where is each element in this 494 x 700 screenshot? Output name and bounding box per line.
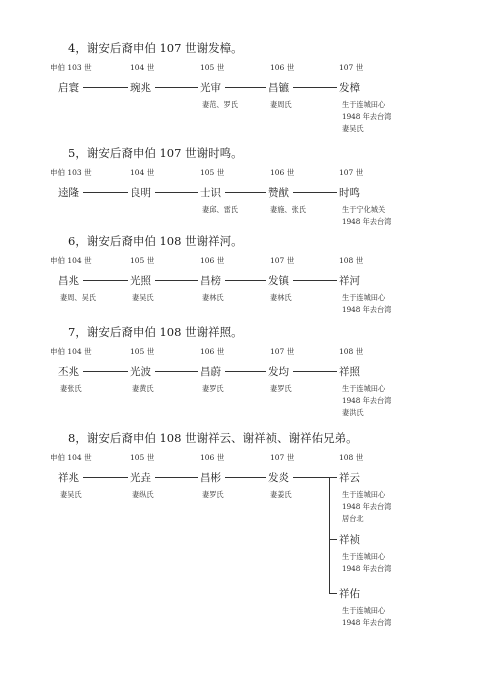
lineage-line — [293, 477, 329, 478]
person-name: 祥兆 — [58, 472, 79, 484]
person-name: 祥照 — [339, 366, 360, 378]
person-name: 祥河 — [339, 275, 360, 287]
person-name: 士识 — [200, 187, 221, 199]
generation-label: 106 世 — [200, 347, 225, 356]
section-title: 5，谢安后裔申伯 107 世谢时鸣。 — [68, 146, 243, 160]
person-note: 妻林氏 — [202, 293, 224, 302]
person-note: 妻林氏 — [270, 293, 292, 302]
generation-label: 申伯 104 世 — [50, 347, 92, 356]
generation-label: 105 世 — [200, 63, 225, 72]
generation-label: 107 世 — [339, 63, 364, 72]
generation-label: 105 世 — [130, 256, 155, 265]
person-note: 妻施、张氏 — [270, 205, 306, 214]
person-name: 丕兆 — [58, 366, 79, 378]
person-name: 启寰 — [58, 82, 79, 94]
branch-line — [329, 593, 337, 594]
person-name: 光垚 — [130, 472, 151, 484]
person-name: 发炎 — [268, 472, 289, 484]
son-note: 生于连城田心 1948 年去台湾 — [342, 606, 392, 627]
person-name: 时鸣 — [339, 187, 360, 199]
generation-label: 108 世 — [339, 453, 364, 462]
generation-label: 申伯 104 世 — [50, 256, 92, 265]
lineage-line — [225, 280, 266, 281]
section-title: 7，谢安后裔申伯 108 世谢祥照。 — [68, 325, 243, 339]
generation-label: 106 世 — [270, 168, 295, 177]
generation-label: 105 世 — [200, 168, 225, 177]
person-note: 妻邱、雷氏 — [202, 205, 238, 214]
generation-label: 104 世 — [130, 168, 155, 177]
generation-label: 申伯 103 世 — [50, 63, 92, 72]
lineage-line — [155, 371, 198, 372]
lineage-line — [225, 87, 266, 88]
person-name: 发均 — [268, 366, 289, 378]
person-name: 昌榜 — [200, 275, 221, 287]
person-note: 妻吴氏 — [60, 490, 82, 499]
generation-label: 105 世 — [130, 453, 155, 462]
person-note: 生于连城田心 1948 年去台湾 妻洪氏 — [342, 384, 392, 417]
lineage-line — [293, 371, 337, 372]
generation-label: 申伯 104 世 — [50, 453, 92, 462]
generation-label: 105 世 — [130, 347, 155, 356]
lineage-line — [155, 192, 198, 193]
person-name: 良明 — [130, 187, 151, 199]
person-note: 妻纵氏 — [132, 490, 154, 499]
person-note: 妻周氏 — [270, 100, 292, 109]
lineage-line — [155, 87, 198, 88]
person-note: 妻吴氏 — [132, 293, 154, 302]
lineage-line — [293, 192, 337, 193]
branch-line — [329, 539, 337, 540]
section-title: 6，谢安后裔申伯 108 世谢祥河。 — [68, 234, 243, 248]
person-note: 妻黄氏 — [132, 384, 154, 393]
generation-label: 107 世 — [270, 256, 295, 265]
section-title: 8，谢安后裔申伯 108 世谢祥云、谢祥祯、谢祥佑兄弟。 — [68, 431, 358, 445]
branch-vertical-line — [329, 477, 330, 593]
person-name: 赞猷 — [268, 187, 289, 199]
person-name: 昌镳 — [268, 82, 289, 94]
person-note: 生于连城田心 1948 年去台湾 — [342, 293, 392, 314]
person-name: 光审 — [200, 82, 221, 94]
person-name: 逵隆 — [58, 187, 79, 199]
branch-line — [329, 477, 337, 478]
lineage-line — [225, 477, 266, 478]
generation-label: 申伯 103 世 — [50, 168, 92, 177]
lineage-line — [83, 477, 128, 478]
lineage-line — [155, 280, 198, 281]
generation-label: 106 世 — [270, 63, 295, 72]
person-note: 妻周、吴氏 — [60, 293, 96, 302]
generation-label: 106 世 — [200, 256, 225, 265]
person-name: 琬兆 — [130, 82, 151, 94]
lineage-line — [83, 280, 128, 281]
person-note: 生于宁化城关 1948 年去台湾 — [342, 205, 392, 226]
person-name: 光照 — [130, 275, 151, 287]
person-note: 妻姜氏 — [270, 490, 292, 499]
lineage-line — [155, 477, 198, 478]
generation-label: 104 世 — [130, 63, 155, 72]
generation-label: 108 世 — [339, 347, 364, 356]
lineage-line — [225, 371, 266, 372]
generation-label: 106 世 — [200, 453, 225, 462]
generation-label: 107 世 — [339, 168, 364, 177]
lineage-line — [83, 192, 128, 193]
section-title: 4，谢安后裔申伯 107 世谢发樟。 — [68, 41, 243, 55]
person-note: 妻罗氏 — [270, 384, 292, 393]
person-note: 妻罗氏 — [202, 384, 224, 393]
person-note: 妻范、罗氏 — [202, 100, 238, 109]
lineage-line — [293, 87, 337, 88]
person-name: 光波 — [130, 366, 151, 378]
person-name: 发樟 — [339, 82, 360, 94]
lineage-line — [225, 192, 266, 193]
lineage-line — [83, 371, 128, 372]
generation-label: 107 世 — [270, 347, 295, 356]
son-name: 祥云 — [339, 472, 360, 484]
person-note: 生于连城田心 1948 年去台湾 妻吴氏 — [342, 100, 392, 133]
son-note: 生于连城田心 1948 年去台湾 — [342, 552, 392, 573]
person-name: 昌彬 — [200, 472, 221, 484]
lineage-line — [293, 280, 337, 281]
person-note: 妻罗氏 — [202, 490, 224, 499]
son-note: 生于连城田心 1948 年去台湾 居台北 — [342, 490, 392, 523]
lineage-line — [83, 87, 128, 88]
person-note: 妻张氏 — [60, 384, 82, 393]
person-name: 发镇 — [268, 275, 289, 287]
person-name: 昌蔚 — [200, 366, 221, 378]
son-name: 祥祯 — [339, 534, 360, 546]
generation-label: 107 世 — [270, 453, 295, 462]
generation-label: 108 世 — [339, 256, 364, 265]
person-name: 昌兆 — [58, 275, 79, 287]
son-name: 祥佑 — [339, 588, 360, 600]
